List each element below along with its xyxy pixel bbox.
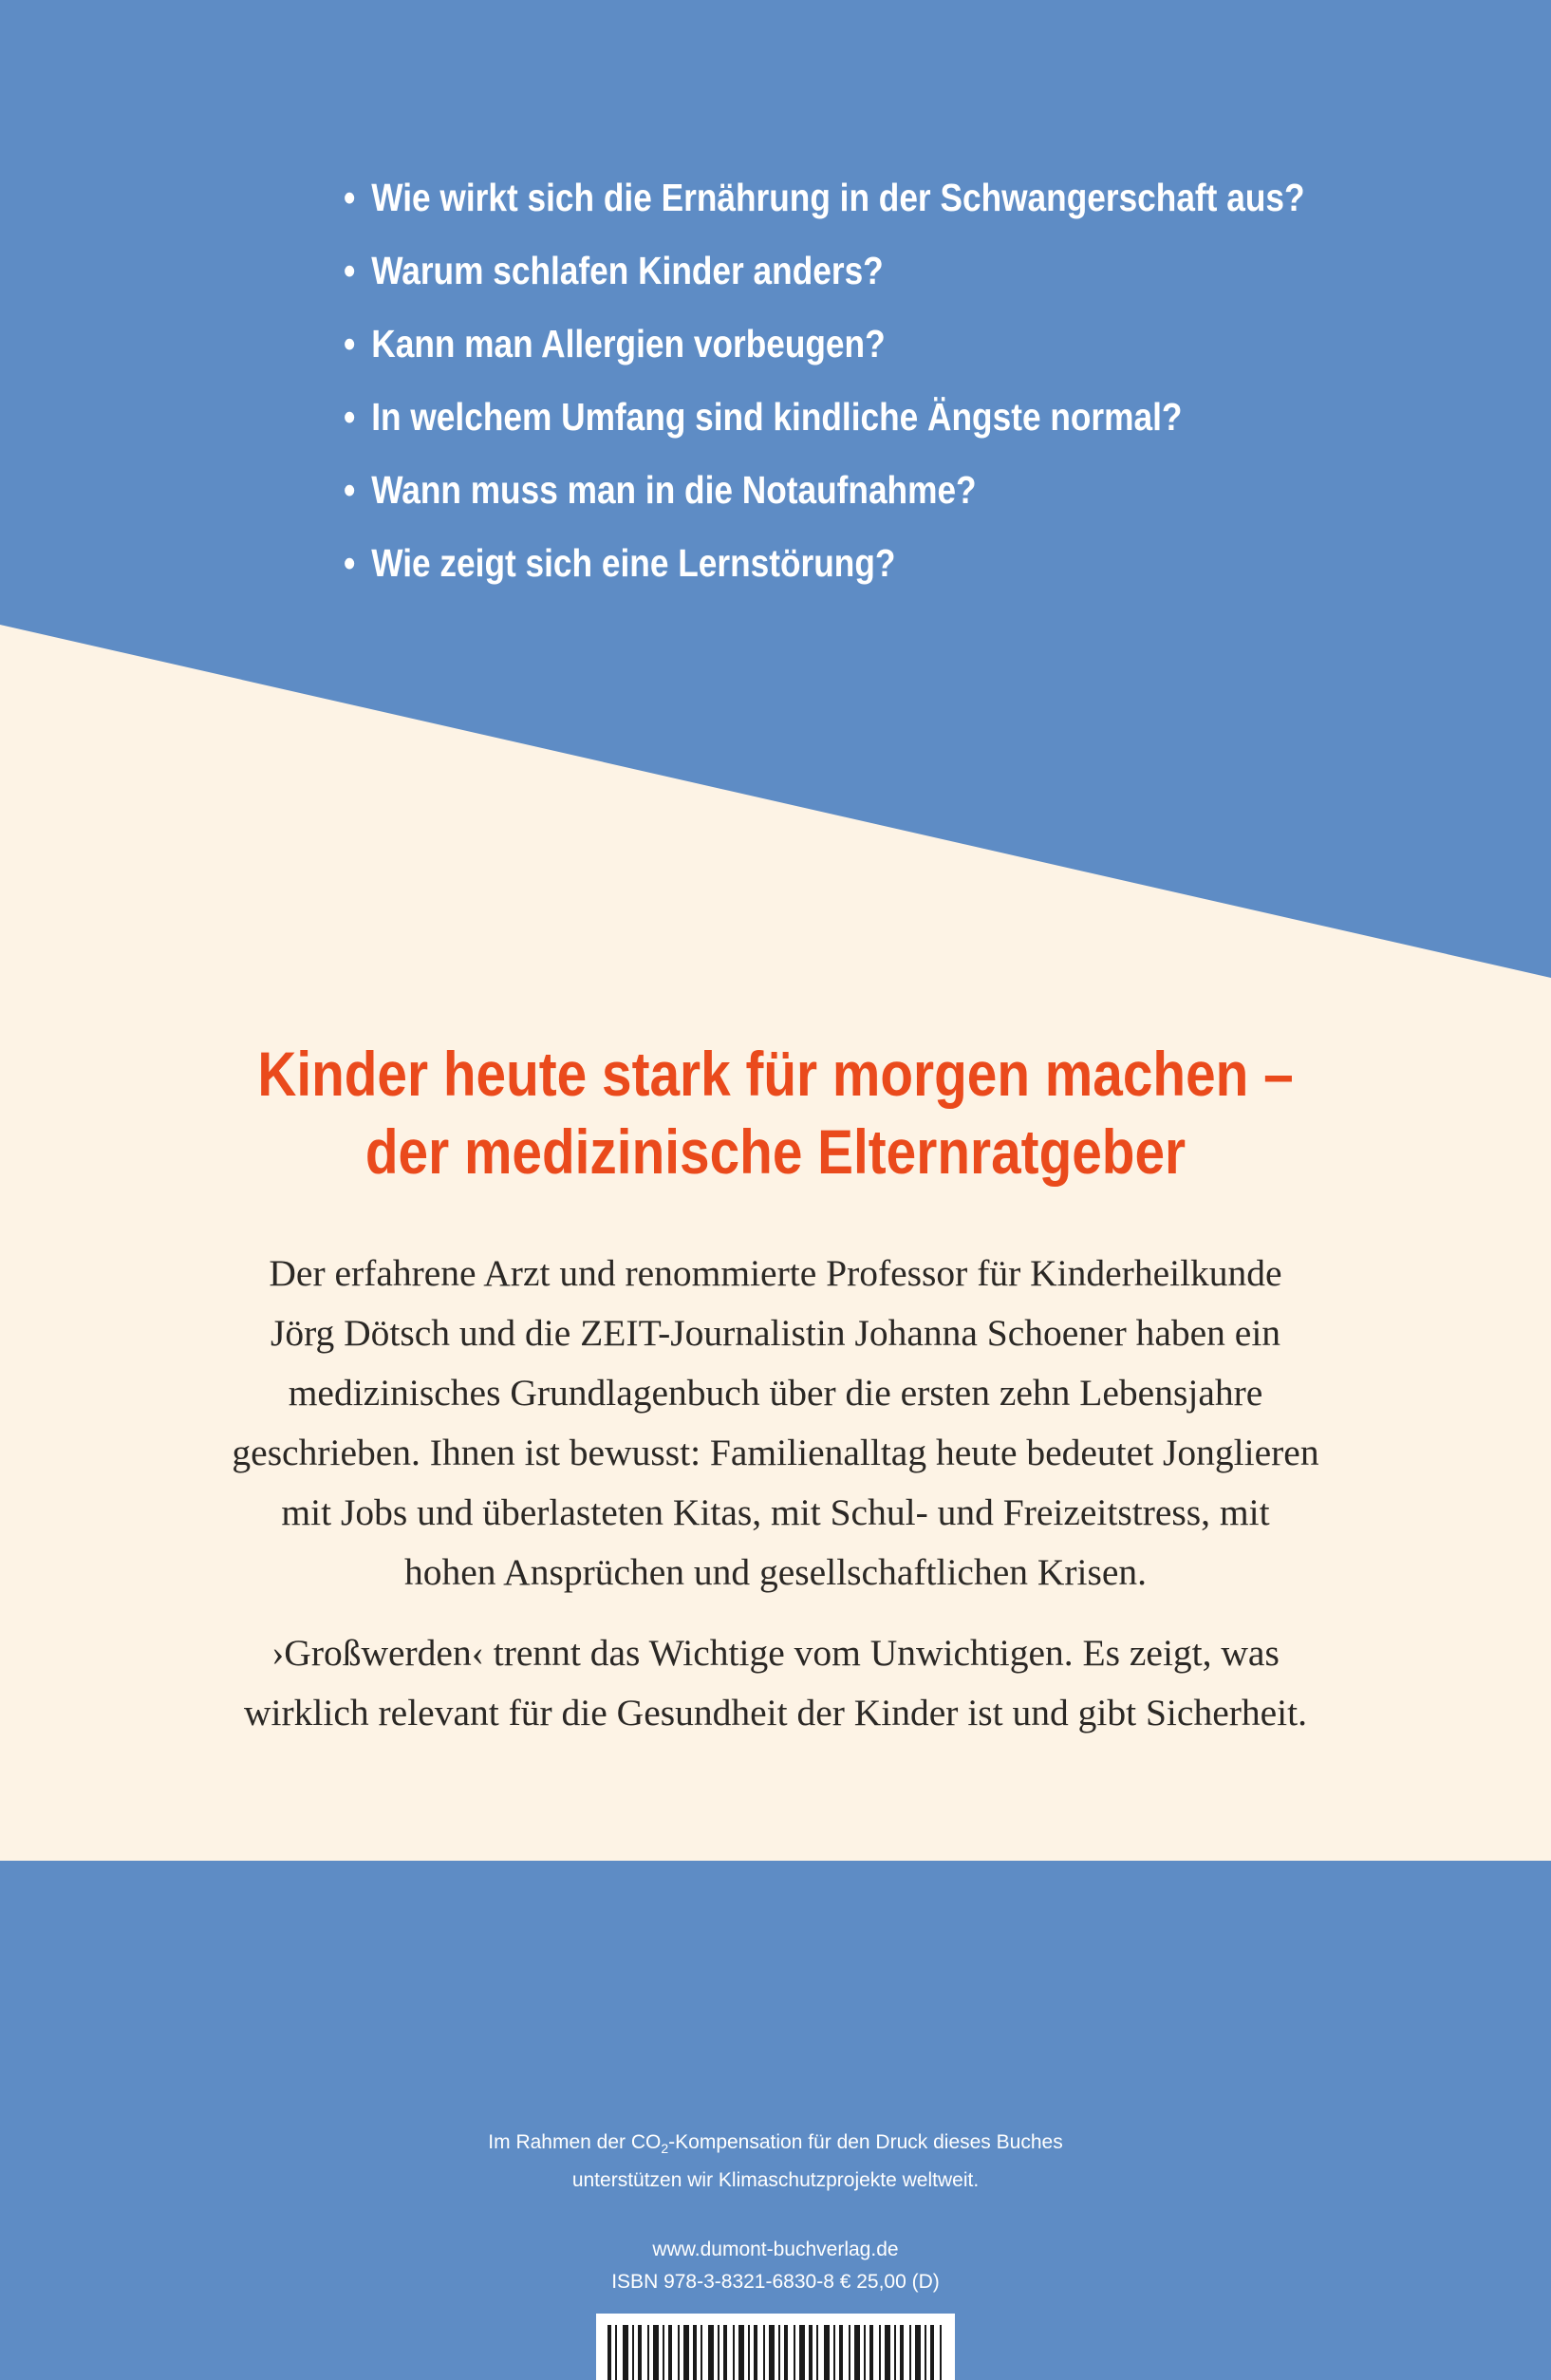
question-list	[344, 161, 1461, 600]
question-item: • Kann man Allergien vorbeugen?	[344, 308, 1305, 381]
description	[85, 1244, 1466, 1743]
description-paragraph-1: Der erfahrene Arzt und renommierte Professor für Kinderheilkunde Jörg Dötsch und die ZEIT-Journalistin Johanna Schoener haben ein medizinisches Grundlagenbuch über die ersten zehn Lebensjahre geschrieben. Ihnen ist bewusst: Familienalltag heute bedeutet Jonglieren mit Jobs und überlasteten Kitas, mit Schul- und Freizeitstress, mit hohen Ansprüchen und gesellschaftlichen Krisen.	[232, 1252, 1319, 1593]
bullet-icon: •	[344, 395, 356, 439]
bullet-icon: •	[344, 176, 356, 219]
question-item: • Wie wirkt sich die Ernährung in der Schwangerschaft aus?	[344, 161, 1305, 234]
website-link[interactable]: www.dumont-buchverlag.de	[652, 2239, 899, 2260]
bullet-icon: •	[344, 468, 356, 512]
headline-line-2: der medizinische Elternratgeber	[364, 1116, 1187, 1187]
bullet-icon: •	[344, 541, 356, 585]
description-paragraph-2: ›Großwerden‹ trennt das Wichtige vom Unwichtigen. Es zeigt, was wirklich relevant für die Gesundheit der Kinder ist und gibt Sicherheit.	[244, 1632, 1307, 1733]
bullet-icon: •	[344, 249, 356, 292]
headline-line-1: Kinder heute stark für morgen machen –	[257, 1039, 1294, 1109]
bullet-icon: •	[344, 322, 356, 365]
question-item: • In welchem Umfang sind kindliche Ängste normal?	[344, 381, 1305, 454]
isbn-price: ISBN 978-3-8321-6830-8 € 25,00 (D)	[611, 2271, 940, 2293]
question-item: • Wann muss man in die Notaufnahme?	[344, 454, 1305, 527]
headline	[0, 1035, 1551, 1190]
barcode-image	[596, 2314, 955, 2380]
question-item: • Warum schlafen Kinder anders?	[344, 234, 1305, 308]
climate-note: Im Rahmen der $CO_2$-Kompensation für den Druck dieses Buches unterstützen wir Klimaschutzprojekte weltweit.	[488, 2131, 1063, 2192]
publisher-info	[0, 2234, 1551, 2298]
barcode	[596, 2314, 955, 2380]
question-item: • Wie zeigt sich eine Lernstörung?	[344, 527, 1305, 600]
